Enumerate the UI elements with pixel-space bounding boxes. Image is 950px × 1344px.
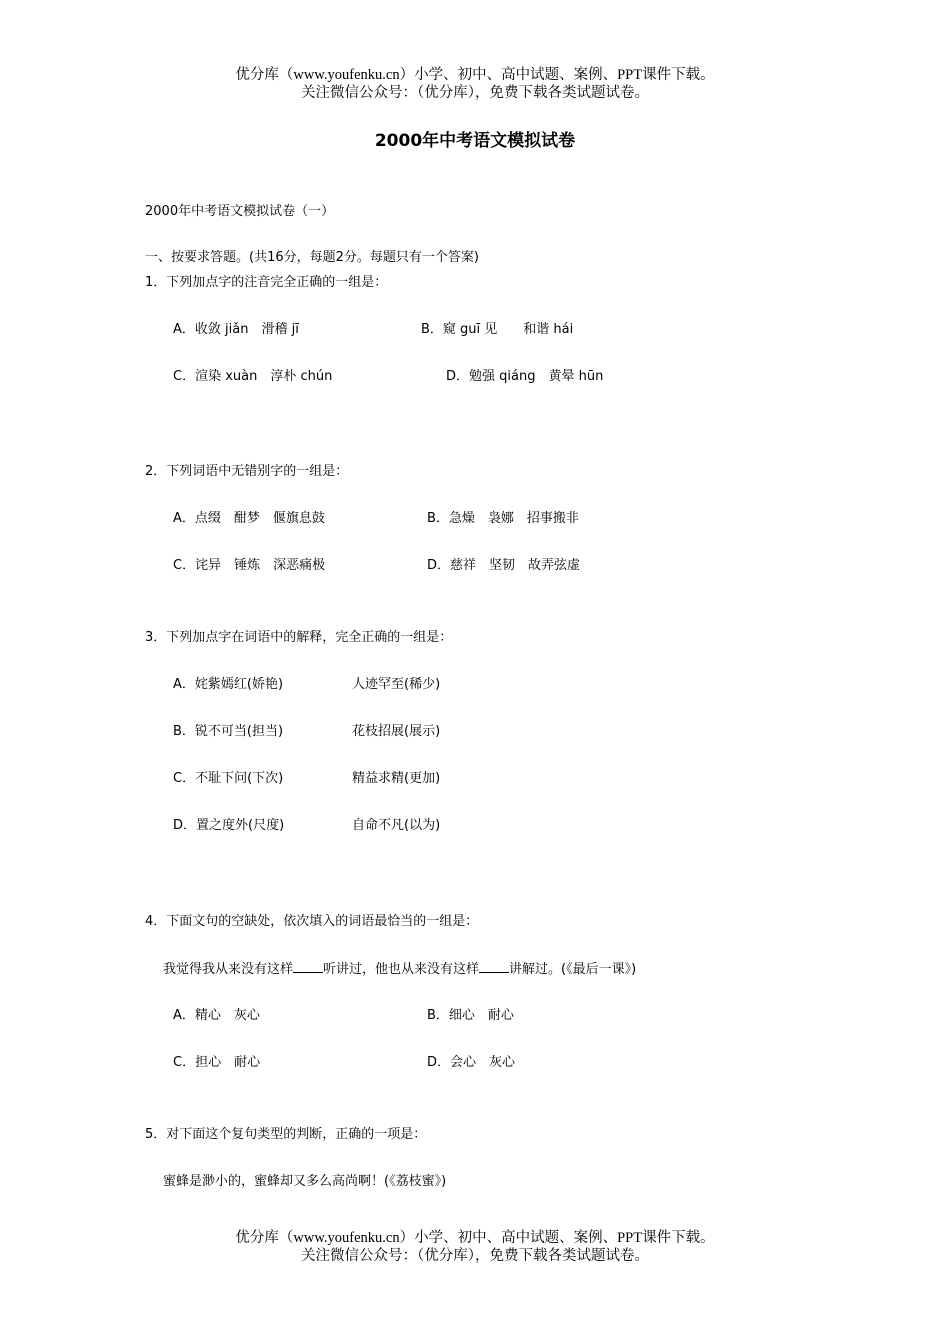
question-1-option-b: B．窥 guī 见 和谐 hái — [421, 322, 574, 337]
header-line-1: 优分库（www.youfenku.cn）小学、初中、高中试题、案例、PPT课件下载。 — [235, 67, 715, 83]
question-2-option-c: C．诧异 锤炼 深恶痛极 — [173, 558, 326, 573]
question-4-sentence-part-2: 听讲过，他也从来没有这样 — [323, 962, 480, 977]
section-one-heading: 一、按要求答题。(共16分，每题2分。每题只有一个答案) — [145, 250, 479, 265]
question-1-option-d: D．勉强 qiáng 黄晕 hūn — [446, 369, 604, 384]
question-4-stem: 4．下面文句的空缺处，依次填入的词语最恰当的一组是： — [145, 914, 479, 929]
question-1-stem: 1．下列加点字的注音完全正确的一组是： — [145, 275, 388, 290]
question-3-option-b-second: 花枝招展(展示) — [352, 724, 441, 739]
question-3-option-a-second: 人迹罕至(稀少) — [352, 677, 441, 692]
question-4-option-c: C．担心 耐心 — [173, 1055, 261, 1070]
question-4-sentence — [163, 960, 636, 979]
fill-blank-1 — [293, 960, 323, 973]
question-3-option-d: D．置之度外(尺度) — [173, 818, 285, 833]
fill-blank-2 — [479, 960, 509, 973]
question-2-option-b: B．急燥 袅娜 招事搬非 — [427, 511, 579, 526]
question-3-option-c-second: 精益求精(更加) — [352, 771, 441, 786]
question-3-option-d-second: 自命不凡(以为) — [352, 818, 441, 833]
question-3-option-a: A．姹紫嫣红(娇艳) — [173, 677, 284, 692]
question-2-option-a: A．点缀 酣梦 偃旗息鼓 — [173, 511, 325, 526]
page-title: 2000年中考语文模拟试卷 — [374, 131, 576, 151]
question-5-sentence: 蜜蜂是渺小的，蜜蜂却又多么高尚啊！(《荔枝蜜》) — [163, 1174, 447, 1189]
question-4-sentence-part-1: 我觉得我从来没有这样 — [163, 962, 294, 977]
question-3-stem: 3．下列加点字在词语中的解释，完全正确的一组是： — [145, 630, 453, 645]
question-4-option-b: B．细心 耐心 — [427, 1008, 514, 1023]
question-2-option-d: D．慈祥 坚韧 故弄弦虚 — [427, 558, 581, 573]
question-3-option-b: B．锐不可当(担当) — [173, 724, 284, 739]
question-1-option-a: A．收敛 jiǎn 滑稽 jī — [173, 322, 299, 337]
question-4-option-d: D．会心 灰心 — [427, 1055, 516, 1070]
exam-subtitle: 2000年中考语文模拟试卷（一） — [145, 204, 335, 219]
question-5-stem: 5．对下面这个复句类型的判断，正确的一项是： — [145, 1127, 427, 1142]
question-2-stem: 2．下列词语中无错别字的一组是： — [145, 464, 349, 479]
question-4-option-a: A．精心 灰心 — [173, 1008, 260, 1023]
footer-line-1: 优分库（www.youfenku.cn）小学、初中、高中试题、案例、PPT课件下载。 — [235, 1230, 715, 1246]
question-4-sentence-part-3: 讲解过。(《最后一课》) — [509, 962, 637, 977]
header-line-2: 关注微信公众号：（优分库），免费下载各类试题试卷。 — [301, 85, 649, 101]
footer-line-2: 关注微信公众号：（优分库），免费下载各类试题试卷。 — [301, 1248, 649, 1264]
question-1-option-c: C．渲染 xuàn 淳朴 chún — [173, 369, 333, 384]
question-3-option-c: C．不耻下问(下次) — [173, 771, 284, 786]
